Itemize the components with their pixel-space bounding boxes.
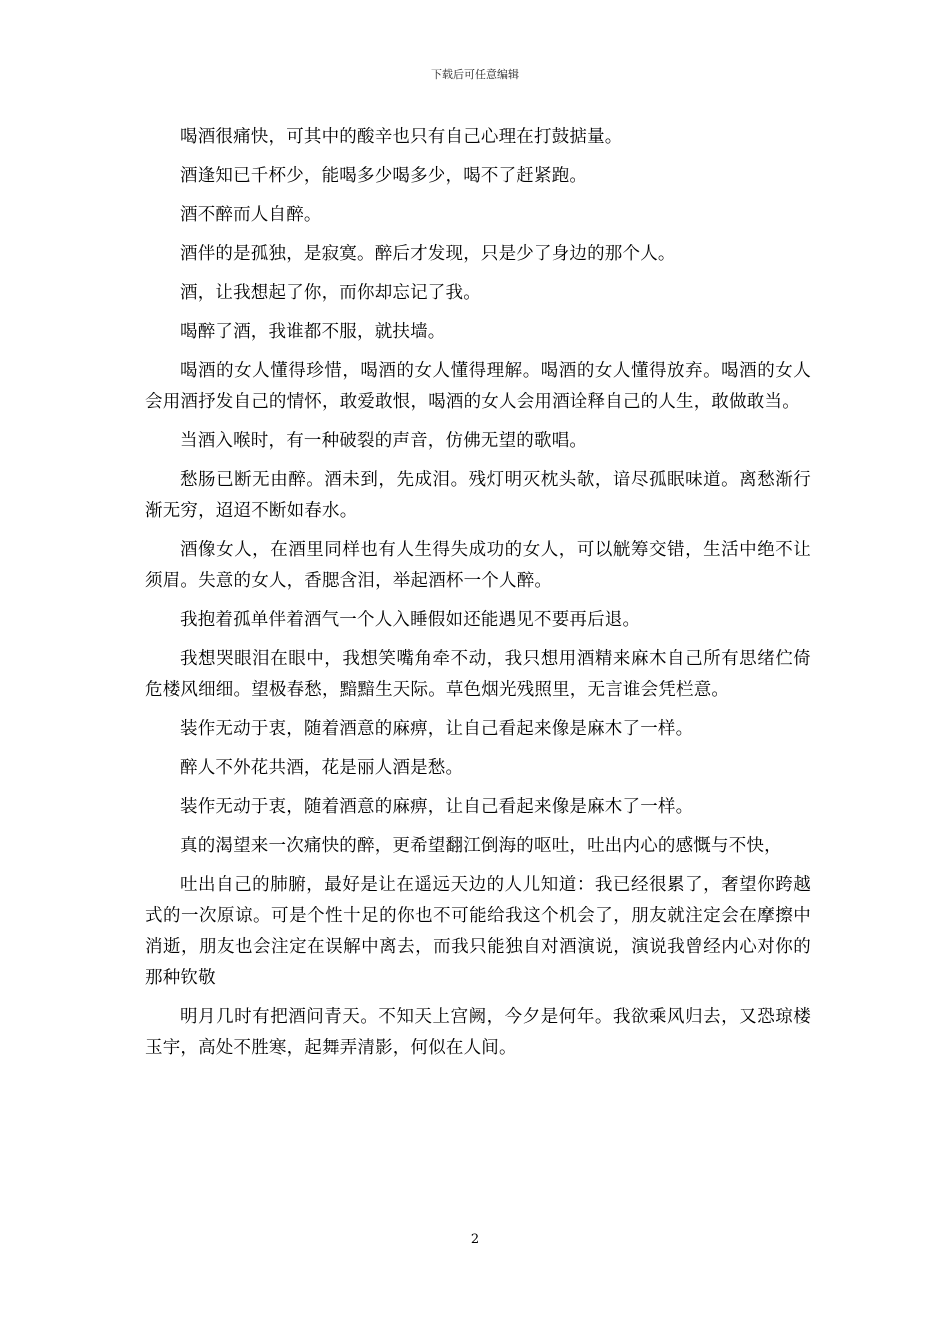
paragraph: 喝酒的女人懂得珍惜，喝酒的女人懂得理解。喝酒的女人懂得放弃。喝酒的女人会用酒抒发自己的情怀，敢爱敢恨，喝酒的女人会用酒诠释自己的人生，敢做敢当。 bbox=[145, 361, 811, 412]
paragraph: 酒像女人，在酒里同样也有人生得失成功的女人，可以觥筹交错，生活中绝不让须眉。失意的女人，香腮含泪，举起酒杯一个人醉。 bbox=[145, 540, 811, 591]
paragraph: 明月几时有把酒问青天。不知天上宫阙，今夕是何年。我欲乘风归去，又恐琼楼玉宇，高处不胜寒，起舞弄清影，何似在人间。 bbox=[145, 1007, 811, 1058]
paragraph: 醉人不外花共酒，花是丽人酒是愁。 bbox=[180, 758, 464, 778]
paragraph: 装作无动于衷，随着酒意的麻痹，让自己看起来像是麻木了一样。 bbox=[180, 797, 694, 817]
paragraph: 酒，让我想起了你，而你却忘记了我。 bbox=[180, 283, 481, 303]
paragraph: 喝醉了酒，我谁都不服，就扶墙。 bbox=[180, 322, 446, 342]
page-header: 下载后可任意编辑 bbox=[431, 68, 519, 81]
paragraph: 我想哭眼泪在眼中，我想笑嘴角牵不动，我只想用酒精来麻木自己所有思绪伫倚危楼风细细。望极春愁，黯黯生天际。草色烟光残照里，无言谁会凭栏意。 bbox=[145, 649, 811, 700]
paragraph: 吐出自己的肺腑，最好是让在遥远天边的人儿知道：我已经很累了，奢望你跨越式的一次原谅。可是个性十足的你也不可能给我这个机会了，朋友就注定会在摩擦中消逝，朋友也会注定在误解中离去，而我只能独自对酒演说，演说我曾经内心对你的那种钦敬 bbox=[145, 875, 811, 988]
paragraph: 当酒入喉时，有一种破裂的声音，仿佛无望的歌唱。 bbox=[180, 431, 588, 451]
paragraph: 喝酒很痛快，可其中的酸辛也只有自己心理在打鼓掂量。 bbox=[180, 127, 623, 147]
document-body bbox=[145, 122, 811, 1072]
paragraph: 酒伴的是孤独，是寂寞。醉后才发现，只是少了身边的那个人。 bbox=[180, 244, 676, 264]
paragraph: 酒不醉而人自醉。 bbox=[180, 205, 322, 225]
paragraph: 我抱着孤单伴着酒气一个人入睡假如还能遇见不要再后退。 bbox=[180, 610, 641, 630]
paragraph: 酒逢知已千杯少，能喝多少喝多少，喝不了赶紧跑。 bbox=[180, 166, 588, 186]
paragraph: 装作无动于衷，随着酒意的麻痹，让自己看起来像是麻木了一样。 bbox=[180, 719, 694, 739]
paragraph: 愁肠已断无由醉。酒未到，先成泪。残灯明灭枕头欹，谙尽孤眠味道。离愁渐行渐无穷，迢迢不断如春水。 bbox=[145, 470, 811, 521]
page-number: 2 bbox=[470, 1232, 480, 1247]
paragraph: 真的渴望来一次痛快的醉，更希望翻江倒海的呕吐，吐出内心的感慨与不快， bbox=[180, 836, 782, 856]
